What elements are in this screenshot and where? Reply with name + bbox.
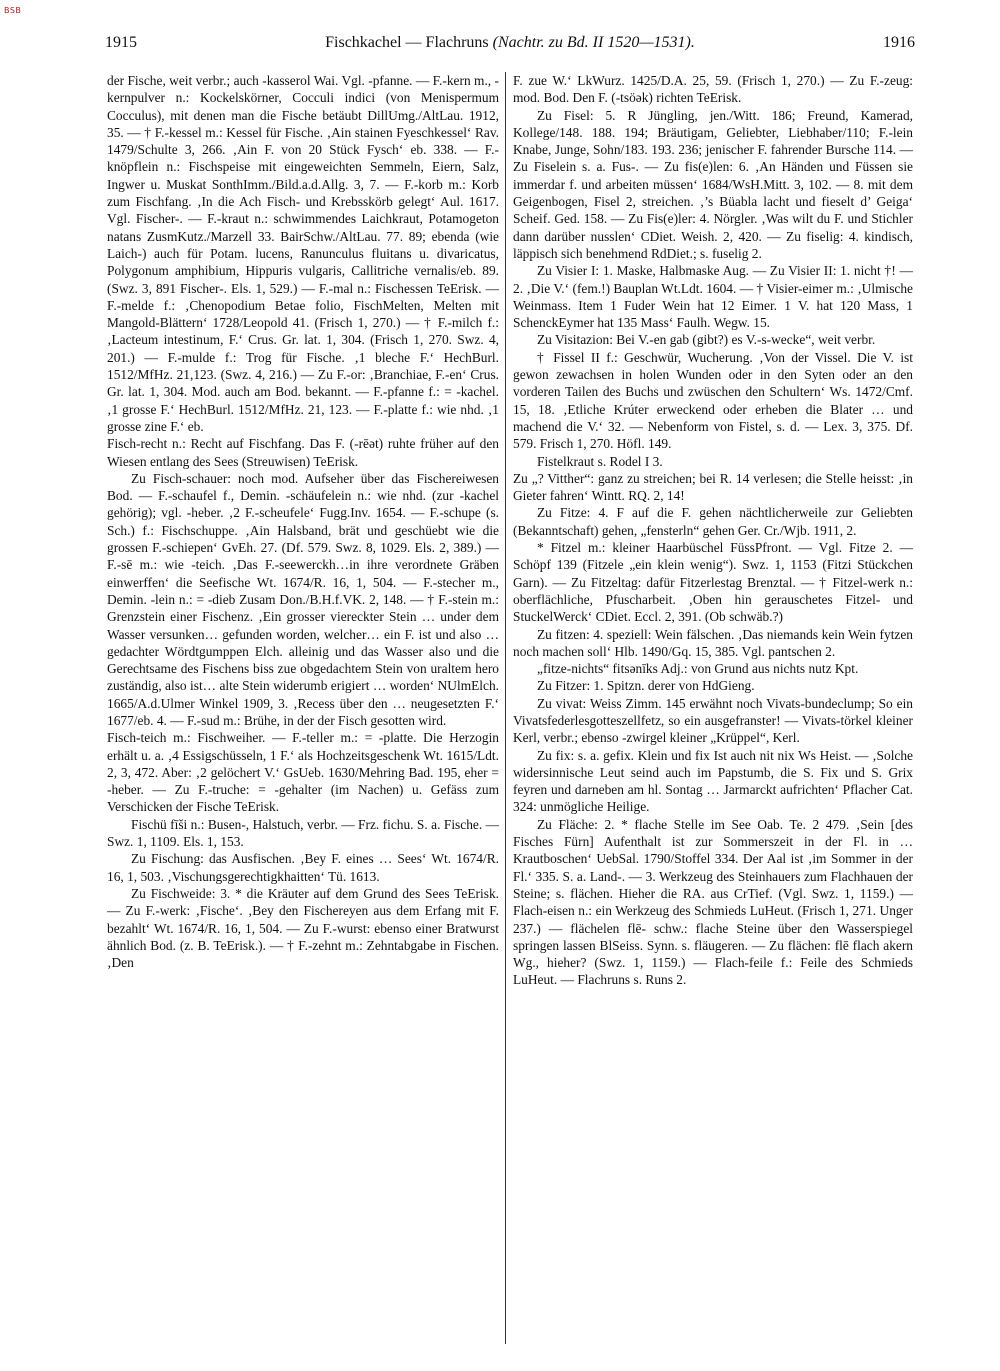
page-number-left: 1915 [105, 34, 137, 51]
right-column [513, 72, 913, 989]
entry-paragraph: „fitze-nichts“ fitsənīks Adj.: von Grund aus nichts nutz Kpt. [537, 661, 859, 677]
entry-paragraph: Fistelkraut s. Rodel I 3. [537, 453, 663, 469]
title-main: Fischkachel — Flachruns [325, 34, 489, 51]
column-divider [505, 72, 506, 1344]
entry-paragraph: Zu Fisel: 5. R Jüngling, jen./Witt. 186; Freund, Kamerad, Kollege/148. 188. 194; Bräutigam, Geliebter, Liebhaber/110; F.-lein Knabe, Junge, Sohn/183. 193. 236; jenischer F. fahrender Bursche 114. — Zu Fiselein s. a. Fus-. — Zu fis(e)len: 6. ‚An Händen und Füssen sie immerdar f. und arbeiten müssen‘ 1684/WsH.Mitt. 3, 102. — 8. mit dem Geigenbogen, Fisel 2, streichen. ‚’s Büabla lacht und fieselt d’ Geiga‘ Scheif. Ged. 158. — Zu Fis(e)ler: 4. Nörgler. ‚Was wilt du F. und Stichler dann darüber nusslen‘ CDiet. Weish. 2, 420. — Zu fiselig: 4. kindisch, läppisch sich benehmend RdDiet.; s. fuselig 2. [513, 107, 913, 261]
left-column [107, 72, 499, 971]
entry-paragraph: Zu vivat: Weiss Zimm. 145 erwähnt noch Vivats-bundeclump; So ein Vivatsfederlesgotteszellfetz, so ein ausgefranster! — Vivats-törkel kleiner Kerl, verbr.; ebenso -zwirgel kleiner „Krüppel“, Kerl. [513, 695, 913, 746]
entry-paragraph: Fisch-recht n.: Recht auf Fischfang. Das F. (-rēət) ruhte früher auf den Wiesen entlang des Sees (Streuwisen) TeErisk. [107, 436, 499, 469]
entry-paragraph: Zu Fitzer: 1. Spitzn. derer von HdGieng. [537, 678, 755, 694]
entry-paragraph: Fisch-teich m.: Fischweiher. — F.-teller m.: = -platte. Die Herzogin erhält u. a. ‚4 Essigschüsseln, 1 F.‘ als Hochzeitsgeschenk Wt. 1615/Ldt. 2, 3, 472. Aber: ‚2 gelöchert V.‘ GsUeb. 1630/Mehring Bad. 195, eher = -heber. — Zu F.-truche: = -gehalter (im Nachen) u. Gefäss zum Verschicken der Fische TeErisk. [107, 730, 499, 815]
entry-paragraph: der Fische, weit verbr.; auch -kasserol Wai. Vgl. -pfanne. — F.-kern m., -kernpulver n.: Kockelskörner, Cocculi indici (von Menispermum Cocculus), mit denen man die Fische betäubt DillUmg./AltLau. 1912, 35. — † F.-kessel m.: Kessel für Fische. ‚Ain stainen Fyeschkessel‘ Rav. 1479/Schulte 3, 266. ‚Ain F. von 20 Stück Fysch‘ eb. 338. — F.-knöpflein n.: Fischspeise mit eingeweichten Semmeln, Eiern, Salz, Ingwer u. Muskat SonthImm./Bild.a.d.Allg. 3, 7. — F.-korb m.: Korb zum Fischfang. ‚In die Ach Fisch- und Krebsskörb gelegt‘ Aul. 1617. Vgl. Fischer-. — F.-kraut n.: schwimmendes Laichkraut, Potamogeton natans ZusmKutz./Marzell 33. BairSchw./AltLau. 77. 89; ebenda (wie Laich-) auch für Potam. lucens, Ranunculus fluitans u. divaricatus, Polygonum amphibium, Hippuris vulgaris, Callitriche vernalis/eb. 89. (Swz. 3, 891 Fischer-. Els. 1, 529.) — F.-mal n.: Fischessen TeErisk. — F.-melde f.: ‚Chenopodium Betae folio, FischMelten, Melten mit Mangold-Blättern‘ 1728/Leopold 41. (Frisch 1, 270.) — † F.-milch f.: ‚Lacteum intestinum, F.‘ Crus. Gr. lat. 1, 304. (Frisch 1, 270. Swz. 4, 201.) — F.-mulde f.: Trog für Fische. ‚1 bleche F.‘ HechBurl. 1512/MfHz. 21,123. (Swz. 4, 216.) — Zu F.-or: ‚Branchiae, F.-en‘ Crus. Gr. lat. 1, 304. Mod. auch am Bod. bekannt. — F.-pfanne f.: = -kachel. ‚1 grosse F.‘ HechBurl. 1512/MfHz. 21, 123. — F.-platte f.: wie nhd. ‚1 grosse zine F.‘ eb. [107, 73, 499, 434]
entry-paragraph: Zu Fitze: 4. F auf die F. gehen nächtlicherweile zur Geliebten (Bekanntschaft) gehen, „fensterln“ gehen Ger. Cr./Wjb. 1911, 2. [513, 505, 913, 538]
entry-paragraph: Zu „? Vitther“: ganz zu streichen; bei R. 14 verlesen; die Stelle heisst: ‚in Gieter fahren‘ Wintt. RQ. 2, 14! [513, 470, 913, 504]
library-mark: BSB [4, 6, 22, 15]
entry-paragraph: Zu fix: s. a. gefix. Klein und fix Ist auch nit nix Ws Heist. — ‚Solche widersinnische Leut seind auch im Papstumb, die S. Fix und S. Grix feyren und darneben am hl. Sontag … Jarmarckt aufrichten‘ Pflacher Cat. 324: unmögliche Heilige. [513, 747, 913, 815]
entry-paragraph: Zu Visier I: 1. Maske, Halbmaske Aug. — Zu Visier II: 1. nicht †! — 2. ‚Die V.‘ (fem.!) Bauplan Wt.Ldt. 1604. — † Visier-eimer m.: ‚Ulmische Weinmass. Item 1 Fuder Wein hat 12 Eimer. 1 V. hat 120 Mass, 1 SchenckEymer hat 135 Mass‘ Faulh. Wegw. 15. [513, 263, 913, 331]
entry-paragraph: Zu Fisch-schauer: noch mod. Aufseher über das Fischereiwesen Bod. — F.-schaufel f., Demin. -schäufelein n.: wie nhd. (zur -kachel gehörig); vgl. -heber. ‚2 F.-scheufele‘ Fugg.Inv. 1654. — F.-schupe (s. Sch.) f.: Fischschuppe. ‚Ain Halsband, brät und geschüebt wie die grossen F.-schiepen‘ GvEh. 27. (Df. 579. Swz. 8, 1029. Els. 2, 389.) — F.-sē m.: wie -teich. ‚Das F.-seewerckh…in ihre verordnete Gräben einwerffen‘ die Seefische Wt. 1674/R. 16, 1, 504. — F.-stecher m., Demin. -lein n.: = -dieb Zusam Don./B.H.f.VK. 2, 148. — † F.-stein m.: Grenzstein einer Fischenz. ‚Ein grosser viereckter Stein … under dem Wasser versunken… gefunden worden, welcher… ein F. ist und also … gedachter Wördtgumppen Elch. alleinig und das Wasser also und die Gerechtsame des Fischens biss zue obgedachtem Stein von uraltem hero zuständig, also ist… alte Stein widerumb erigiert … worden‘ NUlmElch. 1665/A.d.Ulmer Winkel 1909, 3. ‚Recess über den … neugesetzten F.‘ 1677/eb. 4. — F.-sud m.: Brühe, in der der Fisch gesotten wird. [107, 470, 499, 728]
entry-paragraph: Zu fitzen: 4. speziell: Wein fälschen. ‚Das niemands kein Wein fytzen noch machen soll‘ Hlb. 1490/Gq. 15, 385. Vgl. pantschen 2. [513, 626, 913, 659]
entry-paragraph: † Fissel II f.: Geschwür, Wucherung. ‚Von der Vissel. Die V. ist gewon zewachsen in holen Wunden oder in den Syten oder an den vorderen Tailen des Buchs und zwüschen den Schultern‘ Ws. 1472/Cmf. 15, 18. ‚Etliche Krúter erweckend oder erheben die Blater … und machend die V.‘ 32. — Nebenform von Fistel, s. d. — Lex. 3, 375. Df. 579. Frisch 1, 270. Höfl. 149. [513, 349, 913, 452]
page-header [105, 34, 915, 56]
entry-paragraph: Fischü fīši n.: Busen-, Halstuch, verbr. — Frz. fichu. S. a. Fische. — Swz. 1, 1109. Els. 1, 153. [107, 816, 499, 850]
title-note: (Nachtr. zu Bd. II 1520—1531). [492, 34, 695, 51]
entry-paragraph: Zu Fischung: das Ausfischen. ‚Bey F. eines … Sees‘ Wt. 1674/R. 16, 1, 503. ‚Vischungsgerechtigkhaitten‘ Tü. 1613. [107, 851, 499, 884]
entry-paragraph: F. zue W.‘ LkWurz. 1425/D.A. 25, 59. (Frisch 1, 270.) — Zu F.-zeug: mod. Bod. Den F. (-tsöək) richten TeErisk. [513, 73, 913, 106]
entry-paragraph: Zu Fischweide: 3. * die Kräuter auf dem Grund des Sees TeErisk. — Zu F.-werk: ‚Fische‘. ‚Bey den Fischereyen aus dem Erfang mit F. bezahlt‘ Wt. 1674/R. 16, 1, 504. — Zu F.-wurst: ebenso einer Bratwurst ähnlich Bod. (z. B. TeErisk.). — † F.-zehnt m.: Zehntabgabe in Fischen. ‚Den [107, 885, 499, 971]
entry-paragraph: Zu Visitazion: Bei V.-en gab (gibt?) es V.-s-wecke“, weit verbr. [537, 332, 876, 348]
page-number-right: 1916 [883, 34, 915, 51]
running-title [105, 34, 915, 52]
entry-paragraph: Zu Fläche: 2. * flache Stelle im See Oab. Te. 2 479. ‚Sein [des Fisches Fürn] Aufenthalt ist zur Sommerszeit in der Fl. in … Krautboschen‘ UebSal. 1790/Stoffel 334. Der Aal ist ‚im Sommer in der Fl.‘ 335. S. a. Land-. — 3. Werkzeug des Steinhauers zum Flachhauen der Steine; s. flächen. Hieher die RA. aus CrTief. (Vgl. Swz. 1, 1159.) — Flach-eisen n.: ein Werkzeug des Schmieds LuHeut. (Frisch 1, 271. Unger 237.) — flächelen flē- schw.: flache Steine über den Wasserspiegel springen lassen BlSeiss. Synn. s. fläugeren. — Zu flächen: flē flach akern Wg., hieher? (Swz. 1, 1159.) — Flach-feile f.: Feile des Schmieds LuHeut. — Flachruns s. Runs 2. [513, 816, 913, 988]
entry-paragraph: * Fitzel m.: kleiner Haarbüschel FüssPfront. — Vgl. Fitze 2. — Schöpf 139 (Fitzele „ein klein wenig“). Swz. 1, 1153 (Fitzi Stückchen Garn). — Zu Fitzeltag: dafür Fitzerlestag Brenztal. — † Fitzel-werk n.: oberflächliche, Pfuscharbeit. ‚Oben hin gerauschetes Fitzel- und StuckelWerck‘ CDiet. Eccl. 2, 391. (Ob schwäb.?) [513, 540, 913, 625]
